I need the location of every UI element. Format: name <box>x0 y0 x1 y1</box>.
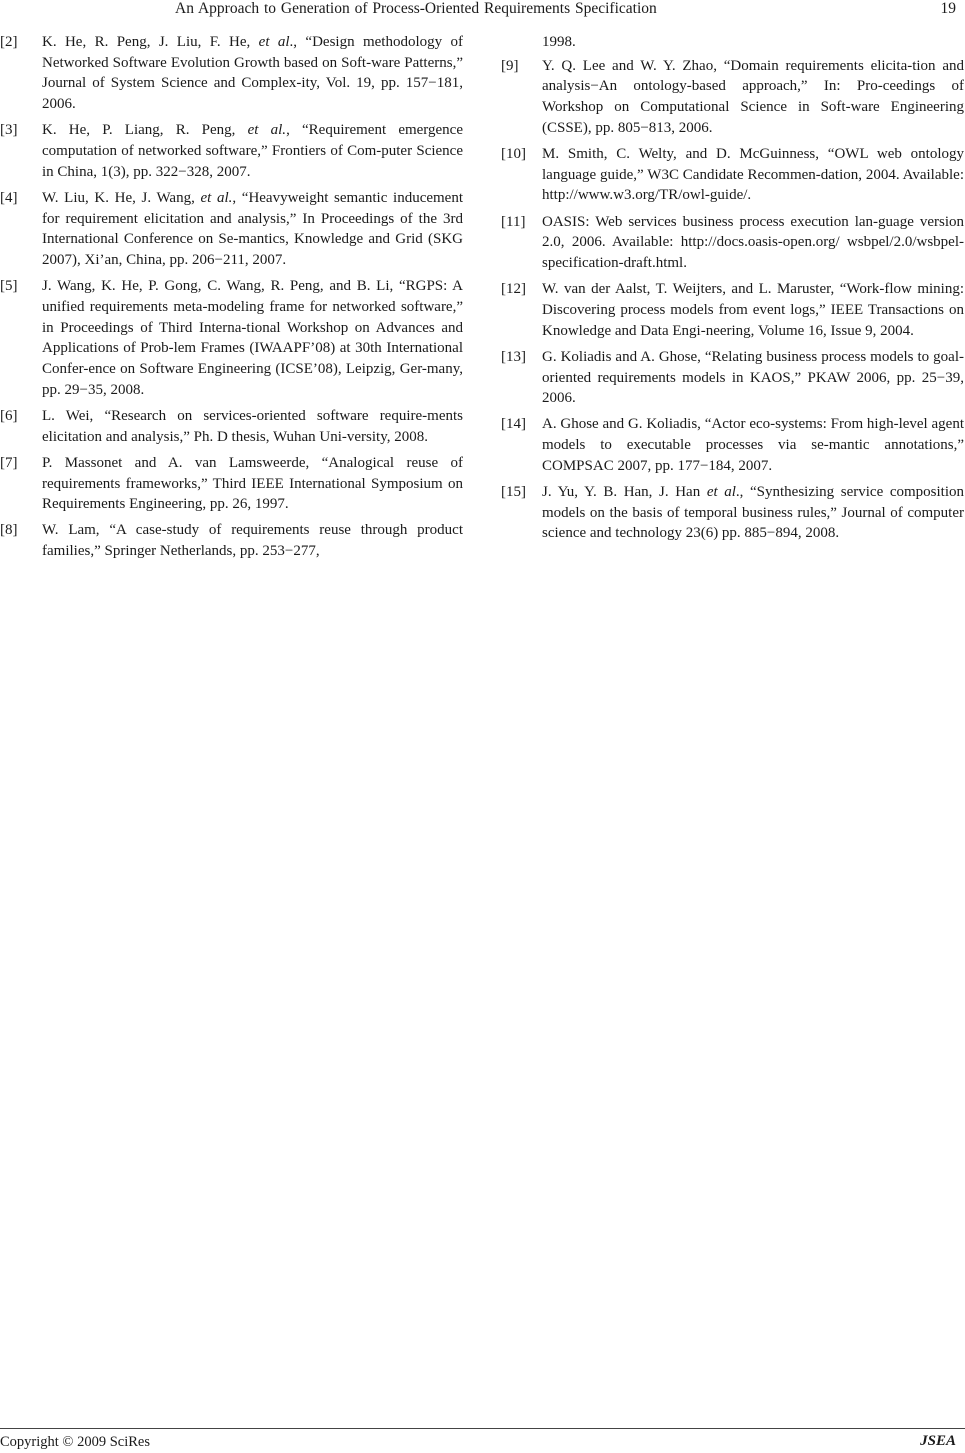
reference-item <box>0 188 463 271</box>
reference-item <box>0 120 463 182</box>
reference-item <box>0 32 463 115</box>
journal-abbreviation: JSEA <box>920 1433 956 1449</box>
running-title: An Approach to Generation of Process-Oriented Requirements Specification <box>175 0 657 17</box>
reference-number: [5] <box>0 278 18 295</box>
reference-number: [9] <box>501 57 519 74</box>
reference-number: [13] <box>501 348 526 365</box>
reference-item <box>501 414 964 476</box>
reference-item <box>501 212 964 274</box>
reference-number: [12] <box>501 281 526 298</box>
footer-divider <box>0 1428 965 1429</box>
reference-number: [8] <box>0 522 18 539</box>
reference-number: [10] <box>501 146 526 163</box>
reference-item <box>0 276 463 400</box>
reference-text: A. Ghose and G. Koliadis, “Actor eco-systems: From high-level agent models to executable processes via se-mantic annotations,” COMPSAC 2007, pp. 177−184, 2007. <box>542 416 964 474</box>
reference-item <box>0 453 463 515</box>
reference-item <box>0 520 463 561</box>
reference-text: OASIS: Web services business process execution lan-guage version 2.0, 2006. Available: http://docs.oasis-open.org/ wsbpel/2.0/wsbpel-specification-draft.html. <box>542 213 964 272</box>
page-number: 19 <box>940 0 956 17</box>
reference-number: [7] <box>0 454 18 471</box>
reference-text: W. van der Aalst, T. Weijters, and L. Maruster, “Work-flow mining: Discovering process models from event logs,” IEEE Transactions on Knowledge and Data Engi-neering, Volume 16, Issue 9, 2004. <box>542 281 964 339</box>
reference-column-left <box>0 32 463 567</box>
reference-item <box>501 56 964 139</box>
reference-item <box>501 347 964 409</box>
reference-column-right <box>501 32 964 550</box>
reference-text: K. He, P. Liang, R. Peng, et al., “Requirement emergence computation of networked software,” Frontiers of Com-puter Science in China, 1(3), pp. 322−328, 2007. <box>42 122 463 180</box>
reference-text: W. Liu, K. He, J. Wang, et al., “Heavyweight semantic inducement for requirement elicitation and analysis,” In Proceedings of the 3rd International Conference on Se-mantics, Knowledge and Grid (SKG 2007), Xi’an, China, pp. 206−211, 2007. <box>42 189 463 269</box>
reference-item <box>501 482 964 544</box>
reference-text: Y. Q. Lee and W. Y. Zhao, “Domain requirements elicita-tion and analysis−An ontology-based approach,” In: Pro-ceedings of Workshop on Computational Science in Soft-ware Engineering (CSSE), pp. 805−813, 2006. <box>542 57 964 136</box>
reference-item <box>501 279 964 341</box>
reference-number: [15] <box>501 484 526 501</box>
reference-number: [3] <box>0 122 18 139</box>
reference-number: [14] <box>501 416 526 433</box>
reference-text: J. Wang, K. He, P. Gong, C. Wang, R. Peng, and B. Li, “RGPS: A unified requirements meta-modeling frame for networked software,” in Proceedings of Third Interna-tional Workshop on Advances and Applications of Prob-lem Frames (IWAAPF’08) at 30th International Confer-ence on Software Engineering (ICSE’08), Leipzig, Ger-many, pp. 29−35, 2008. <box>42 278 463 398</box>
reference-text: G. Koliadis and A. Ghose, “Relating business process models to goal-oriented requirements models in KAOS,” PKAW 2006, pp. 25−39, 2006. <box>542 348 964 407</box>
reference-item <box>501 144 964 206</box>
reference-text: J. Yu, Y. B. Han, J. Han et al., “Synthesizing service composition models on the basis of temporal business rules,” Journal of computer science and technology 23(6) pp. 885−894, 2008. <box>542 484 964 542</box>
reference-text: M. Smith, C. Welty, and D. McGuinness, “OWL web ontology language guide,” W3C Candidate Recommen-dation, 2004. Available: http://www.w3.org/TR/owl-guide/. <box>542 146 964 204</box>
reference-number: [6] <box>0 407 18 424</box>
running-header <box>0 0 965 26</box>
reference-number: [4] <box>0 189 18 206</box>
reference-item <box>0 406 463 447</box>
reference-text: W. Lam, “A case-study of requirements reuse through product families,” Springer Netherlands, pp. 253−277, <box>42 522 463 560</box>
reference-number: [2] <box>0 34 18 50</box>
reference-text: L. Wei, “Research on services-oriented software require-ments elicitation and analysis,” Ph. D thesis, Wuhan Uni-versity, 2008. <box>42 407 463 445</box>
reference-text: K. He, R. Peng, J. Liu, F. He, et al., “Design methodology of Networked Software Evolution Growth based on Soft-ware Patterns,” Journal of System Science and Complex-ity, Vol. 19, pp. 157−181, 2006. <box>42 34 463 113</box>
copyright-notice: Copyright © 2009 SciRes <box>0 1434 150 1450</box>
reference-text: P. Massonet and A. van Lamsweerde, “Analogical reuse of requirements frameworks,” Third IEEE International Symposium on Requirements Engineering, pp. 26, 1997. <box>42 454 463 513</box>
reference-number: [11] <box>501 213 526 230</box>
reference-continuation: 1998. <box>542 34 576 50</box>
